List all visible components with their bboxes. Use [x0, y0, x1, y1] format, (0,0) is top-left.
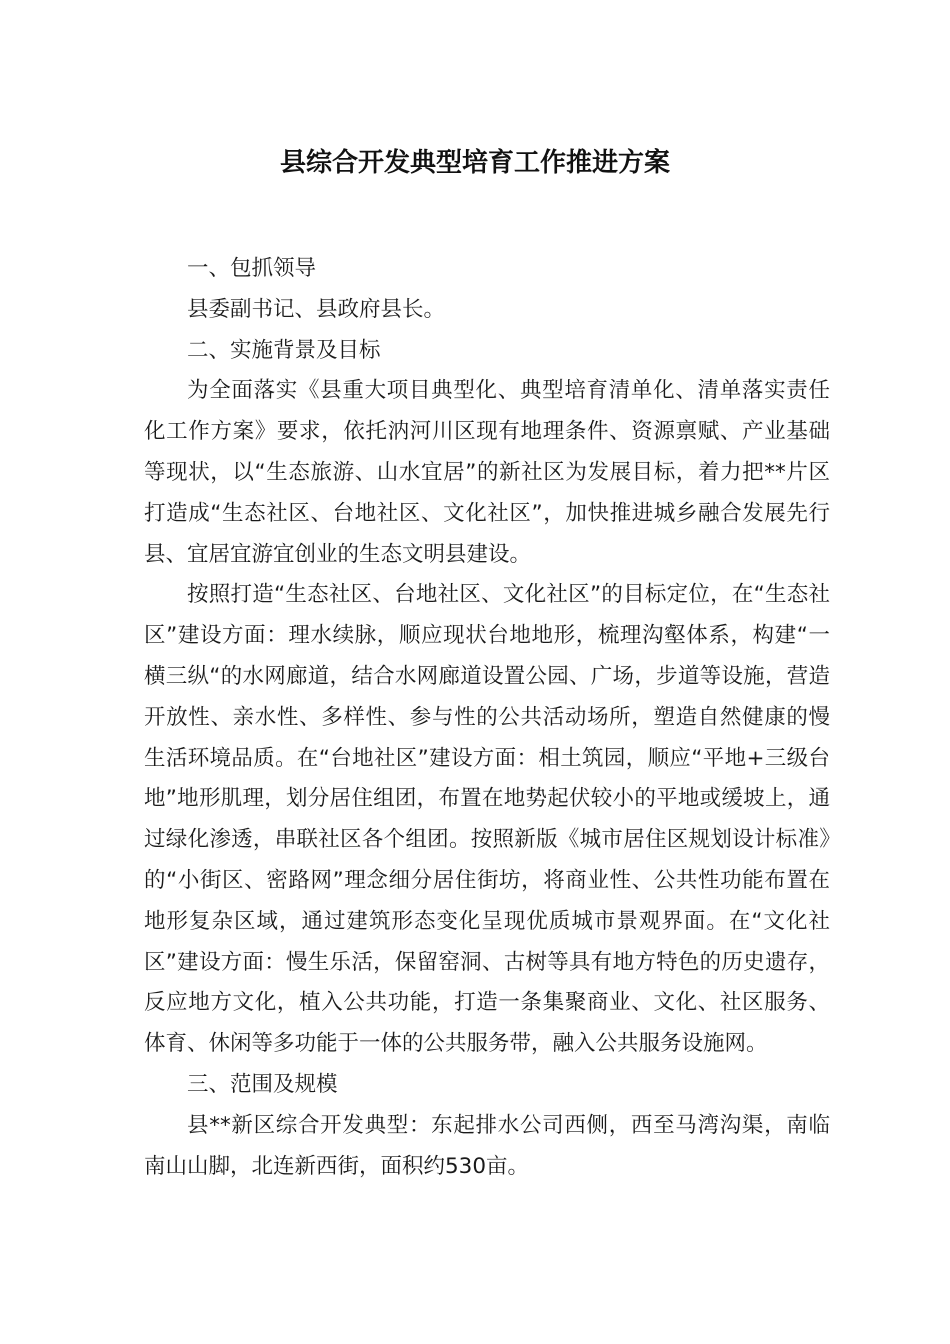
section-heading-background: 二、实施背景及目标 — [187, 337, 381, 363]
positioning-paragraph: 按照打造“生态社区、台地社区、文化社区”的目标定位，在“生态社区”建设方面：理水续脉，顺应现状台地地形，梳理沟壑体系，构建“一横三纵“的水网廊道，结合水网廊道设置公园、广场，步道等设施，营造开放性、亲水性、多样性、参与性的公共活动场所，塑造自然健康的慢生活环境品质。在“台地社区”建设方面：相土筑园，顺应“平地+三级台地”地形肌理，划分居住组团，布置在地势起伏较小的平地或缓坡上，通过绿化渗透，串联社区各个组团。按照新版《城市居住区规划设计标准》的“小街区、密路网”理念细分居住街坊，将商业性、公共性功能布置在地形复杂区域，通过建筑形态变化呈现优质城市景观界面。在“文化社区”建设方面：慢生乐活，保留窑洞、古树等具有地方特色的历史遗存，反应地方文化，植入公共功能，打造一条集聚商业、文化、社区服务、体育、休闲等多功能于一体的公共服务带，融入公共服务设施网。 — [144, 582, 830, 1057]
section-heading-leadership: 一、包抓领导 — [187, 256, 317, 281]
section-heading-scope: 三、范围及规模 — [187, 1071, 338, 1097]
background-paragraph: 为全面落实《县重大项目典型化、典型培育清单化、清单落实责任化工作方案》要求，依托汭河川区现有地理条件、资源禀赋、产业基础等现状，以“生态旅游、山水宜居”的新社区为发展目标，着力把**片区打造成“生态社区、台地社区、文化社区”，加快推进城乡融合发展先行县、宜居宜游宜创业的生态文明县建设。 — [144, 378, 830, 567]
document-title: 县综合开发典型培育工作推进方案 — [279, 148, 670, 178]
document-body — [144, 249, 830, 1187]
leadership-paragraph: 县委副书记、县政府县长。 — [187, 296, 446, 322]
scope-paragraph: 县**新区综合开发典型：东起排水公司西侧，西至马湾沟渠，南临南山山脚，北连新西街，面积约530亩。 — [144, 1112, 830, 1179]
